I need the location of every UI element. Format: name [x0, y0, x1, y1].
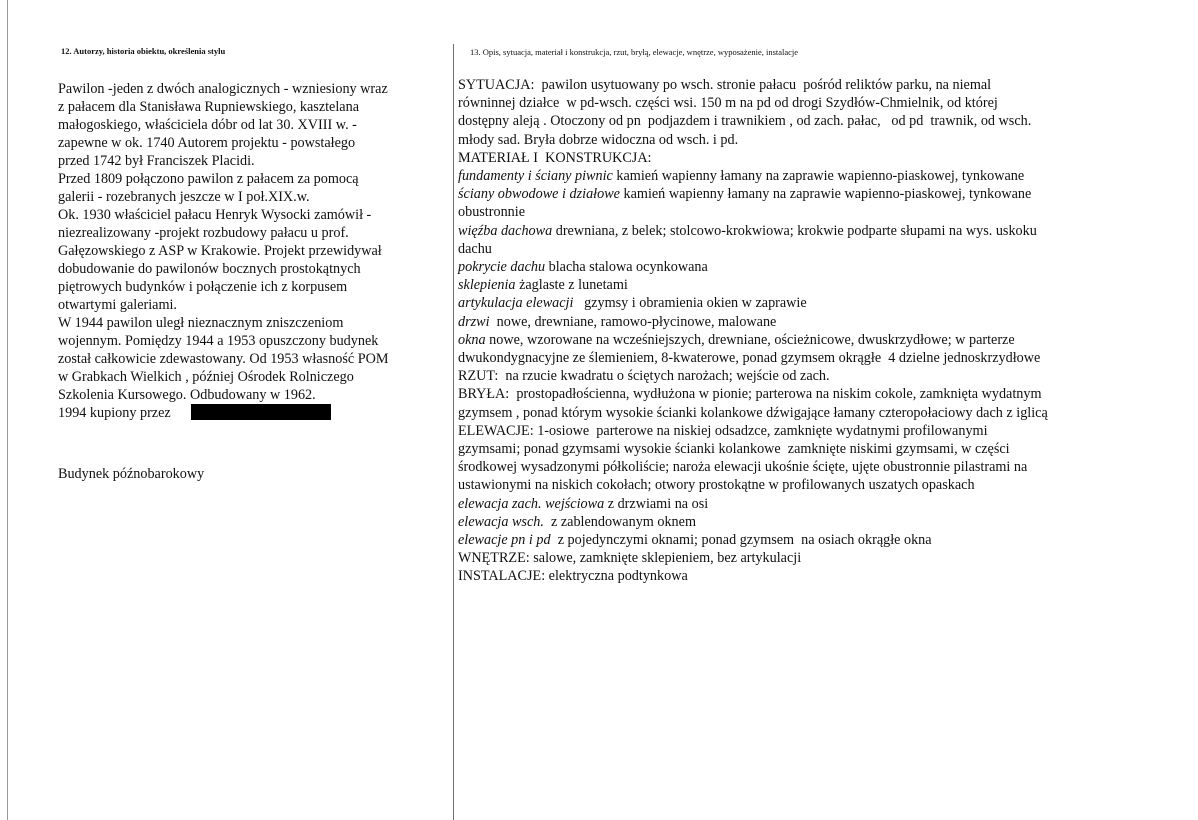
- description-text-span: ELEWACJE: 1-osiowe parterowe na niskiej odsadzce, zamknięte wydatnymi profilowanymi: [458, 422, 988, 439]
- description-line: [458, 258, 1178, 276]
- description-text-span: kamień wapienny łamany na zaprawie wapienno-piaskowej, tynkowane: [612, 168, 1025, 185]
- history-line: Gałęzowskiego z ASP w Krakowie. Projekt przewidywał: [58, 243, 382, 259]
- right-column-header: 13. Opis, sytuacja, materiał i konstrukcja, rzut, bryłą, elewacje, wnętrze, wyposażenie, instalacje: [470, 47, 799, 57]
- element-label: artykulacja elewacji: [458, 295, 574, 312]
- description-text-span: gzymsami; ponad gzymsami wysokie ścianki kolankowe zamknięte niskimi gzymsami, w części: [458, 441, 1010, 458]
- description-text-span: blacha stalowa ocynkowana: [545, 259, 708, 276]
- description-text-span: WNĘTRZE: salowe, zamknięte sklepieniem, bez artykulacji: [458, 550, 802, 567]
- description-text-span: SYTUACJA: pawilon usytuowany po wsch. stronie pałacu pośród reliktów parku, na niemal: [458, 77, 992, 93]
- element-label: ściany obwodowe i działowe: [458, 186, 620, 203]
- element-label: okna: [458, 331, 486, 348]
- element-label: elewacje pn i pd: [458, 532, 551, 549]
- description-text-span: równinnej działce w pd-wsch. części wsi. 150 m na pd od drogi Szydłów-Chmielnik, od której: [458, 95, 998, 112]
- description-line: [458, 404, 1178, 422]
- history-line: W 1944 pawilon uległ nieznacznym zniszczeniom: [58, 315, 344, 331]
- history-line: Pawilon -jeden z dwóch analogicznych - wzniesiony wraz: [58, 81, 388, 97]
- description-line: [458, 422, 1178, 440]
- description-line: [458, 149, 1178, 167]
- element-label: pokrycie dachu: [458, 259, 546, 276]
- element-label: fundamenty i ściany piwnic: [458, 168, 613, 185]
- description-line: [458, 76, 1178, 94]
- description-line: [458, 276, 1178, 294]
- description-text-span: obustronnie: [458, 204, 525, 221]
- left-column-header: 12. Autorzy, historia obiektu, określenia stylu: [61, 46, 226, 56]
- element-label: sklepienia: [458, 277, 516, 294]
- history-line: zapewne w ok. 1740 Autorem projektu - powstałego: [58, 135, 356, 151]
- history-line: dobudowanie do pawilonów bocznych prostokątnych: [58, 261, 361, 277]
- description-line: [458, 240, 1178, 258]
- description-text: [458, 76, 1178, 586]
- purchase-text: 1994 kupiony przez: [58, 405, 171, 421]
- description-text-span: z pojedynczymi oknami; ponad gzymsem na osiach okrągłe okna: [550, 532, 932, 549]
- column-divider: [453, 44, 454, 820]
- description-line: [458, 222, 1178, 240]
- description-text-span: gzymsem , ponad którym wysokie ścianki kolankowe dźwigające łamany czteropołaciowy dach z iglicą: [458, 404, 1048, 421]
- description-text-span: ustawionymi na niskich cokołach; otwory prostokątne w profilowanych uszatych opaskach: [458, 477, 975, 494]
- history-line: został całkowicie zdewastowany. Od 1953 własność POM: [58, 351, 389, 367]
- history-line: otwartymi galeriami.: [58, 297, 177, 313]
- description-text-span: dostępny aleją . Otoczony od pn podjazdem i trawnikiem , od zach. pałac, od pd trawnik, od wsch.: [458, 113, 1032, 130]
- description-line: [458, 513, 1178, 531]
- description-text-span: z zablendowanym oknem: [543, 513, 696, 530]
- history-line: galerii - rozebranych jeszcze w I poł.XIX.w.: [58, 189, 310, 205]
- element-label: elewacja zach. wejściowa: [458, 495, 605, 512]
- description-text-span: MATERIAŁ I KONSTRUKCJA:: [458, 149, 652, 166]
- description-line: [458, 331, 1178, 349]
- description-text-span: nowe, drewniane, ramowo-płycinowe, malowane: [489, 313, 777, 330]
- history-text: [58, 80, 453, 422]
- history-line: wojennym. Pomiędzy 1944 a 1953 opuszczony budynek: [58, 333, 379, 349]
- history-line: piętrowych budynków i połączenie ich z korpusem: [58, 279, 348, 295]
- description-text-span: dachu: [458, 240, 492, 257]
- description-text-span: kamień wapienny łamany na zaprawie wapienno-piaskowej, tynkowane: [619, 186, 1032, 203]
- description-text-span: drewniana, z belek; stolcowo-krokwiowa; krokwie podparte słupami na wys. uskoku: [552, 222, 1037, 239]
- history-line: z pałacem dla Stanisława Rupniewskiego, kasztelana: [58, 99, 359, 115]
- element-label: elewacja wsch.: [458, 513, 544, 530]
- description-line: [458, 476, 1178, 494]
- element-label: drzwi: [458, 313, 490, 330]
- description-text-span: BRYŁA: prostopadłościenna, wydłużona w pionie; parterowa na niskim cokole, zamknięta wydatnym: [458, 386, 1042, 403]
- style-text: Budynek późnobarokowy: [58, 466, 205, 482]
- description-line: [458, 294, 1178, 312]
- description-text-span: nowe, wzorowane na wcześniejszych, drewniane, ościeżnicowe, dwuskrzydłowe; w parterze: [485, 331, 1015, 348]
- description-line: [458, 367, 1178, 385]
- description-text-span: młody sad. Bryła dobrze widoczna od wsch. i pd.: [458, 131, 739, 148]
- description-line: [458, 167, 1178, 185]
- history-line: niezrealizowany -projekt rozbudowy pałacu u prof.: [58, 225, 349, 241]
- description-text-span: dwukondygnacyjne ze ślemieniem, 8-kwaterowe, ponad gzymsem okrągłe 4 dzielne jednoskrzydłowe: [458, 350, 1041, 367]
- history-line: małogoskiego, właściciela dóbr od lat 30. XVIII w. -: [58, 117, 357, 133]
- description-text-span: środkowej wysadzonymi półkoliście; naroża elewacji ukośnie ścięte, ujęte obustronnie pilastrami na: [458, 459, 1028, 476]
- description-line: [458, 567, 1178, 585]
- description-text-span: RZUT: na rzucie kwadratu o ściętych narożach; wejście od zach.: [458, 368, 830, 385]
- description-text-span: żaglaste z lunetami: [515, 277, 628, 294]
- history-line: Ok. 1930 właściciel pałacu Henryk Wysocki zamówił -: [58, 207, 372, 223]
- page-edge-line: [7, 0, 8, 820]
- description-text-span: gzymsy i obramienia okien w zaprawie: [573, 295, 807, 312]
- description-line: [458, 440, 1178, 458]
- description-line: [458, 313, 1178, 331]
- description-text-span: INSTALACJE: elektryczna podtynkowa: [458, 568, 688, 585]
- description-line: [458, 458, 1178, 476]
- description-line: [458, 112, 1178, 130]
- history-line: w Grabkach Wielkich , później Ośrodek Rolniczego: [58, 369, 354, 385]
- description-line: [458, 185, 1178, 203]
- history-line: Szkolenia Kursowego. Odbudowany w 1962.: [58, 387, 316, 403]
- history-line: Przed 1809 połączono pawilon z pałacem za pomocą: [58, 171, 359, 187]
- description-line: [458, 385, 1178, 403]
- redaction-bar: [191, 404, 331, 420]
- description-line: [458, 94, 1178, 112]
- history-line: przed 1742 był Franciszek Placidi.: [58, 153, 255, 169]
- description-line: [458, 131, 1178, 149]
- description-line: [458, 349, 1178, 367]
- description-line: [458, 203, 1178, 221]
- purchase-line: [58, 404, 453, 422]
- description-text-span: z drzwiami na osi: [604, 495, 709, 512]
- description-line: [458, 549, 1178, 567]
- description-line: [458, 531, 1178, 549]
- description-line: [458, 495, 1178, 513]
- element-label: więźba dachowa: [458, 222, 553, 239]
